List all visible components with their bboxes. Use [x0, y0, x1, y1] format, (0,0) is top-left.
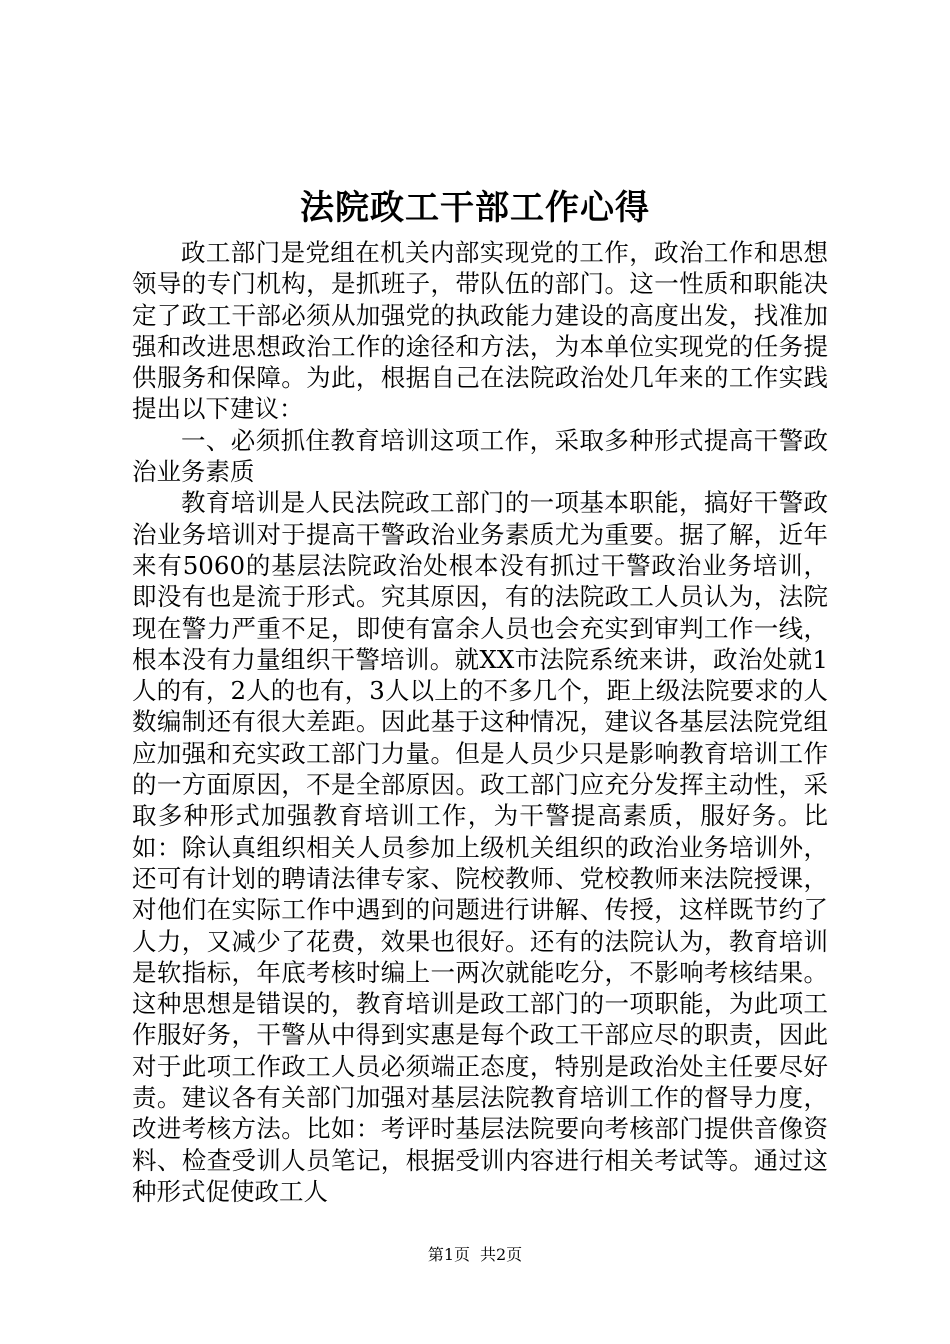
- document-body: [132, 237, 828, 1207]
- paragraph-section-heading: 一、必须抓住教育培训这项工作，采取多种形式提高干警政治业务素质: [132, 425, 828, 487]
- page-total: 共2页: [480, 1245, 523, 1264]
- paragraph-training: 教育培训是人民法院政工部门的一项基本职能，搞好干警政治业务培训对于提高干警政治业务素质尤为重要。据了解，近年来有5060的基层法院政治处根本没有抓过干警政治业务培训，即没有也是流于形式。究其原因，有的法院政工人员认为，法院现在警力严重不足，即使有富余人员也会充实到审判工作一线，根本没有力量组织干警培训。就XX市法院系统来讲，政治处就1人的有，2人的也有，3人以上的不多几个，距上级法院要求的人数编制还有很大差距。因此基于这种情况，建议各基层法院党组应加强和充实政工部门力量。但是人员少只是影响教育培训工作的一方面原因，不是全部原因。政工部门应充分发挥主动性，采取多种形式加强教育培训工作，为干警提高素质，服好务。比如：除认真组织相关人员参加上级机关组织的政治业务培训外，还可有计划的聘请法律专家、院校教师、党校教师来法院授课，对他们在实际工作中遇到的问题进行讲解、传授，这样既节约了人力，又减少了花费，效果也很好。还有的法院认为，教育培训是软指标，年底考核时编上一两次就能吃分，不影响考核结果。这种思想是错误的，教育培训是政工部门的一项职能，为此项工作服好务，干警从中得到实惠是每个政工干部应尽的职责，因此对于此项工作政工人员必须端正态度，特别是政治处主任要尽好责。建议各有关部门加强对基层法院教育培训工作的督导力度，改进考核方法。比如：考评时基层法院要向考核部门提供音像资料、检查受训人员笔记，根据受训内容进行相关考试等。通过这种形式促使政工人: [132, 488, 828, 1206]
- document-title: 法院政工干部工作心得: [300, 188, 650, 228]
- page-number: 第1页: [427, 1245, 470, 1264]
- page-footer: [0, 1244, 950, 1266]
- paragraph-intro: 政工部门是党组在机关内部实现党的工作，政治工作和思想领导的专门机构，是抓班子，带队伍的部门。这一性质和职能决定了政工干部必须从加强党的执政能力建设的高度出发，找准加强和改进思想政治工作的途径和方法，为本单位实现党的任务提供服务和保障。为此，根据自己在法院政治处几年来的工作实践提出以下建议：: [132, 238, 828, 424]
